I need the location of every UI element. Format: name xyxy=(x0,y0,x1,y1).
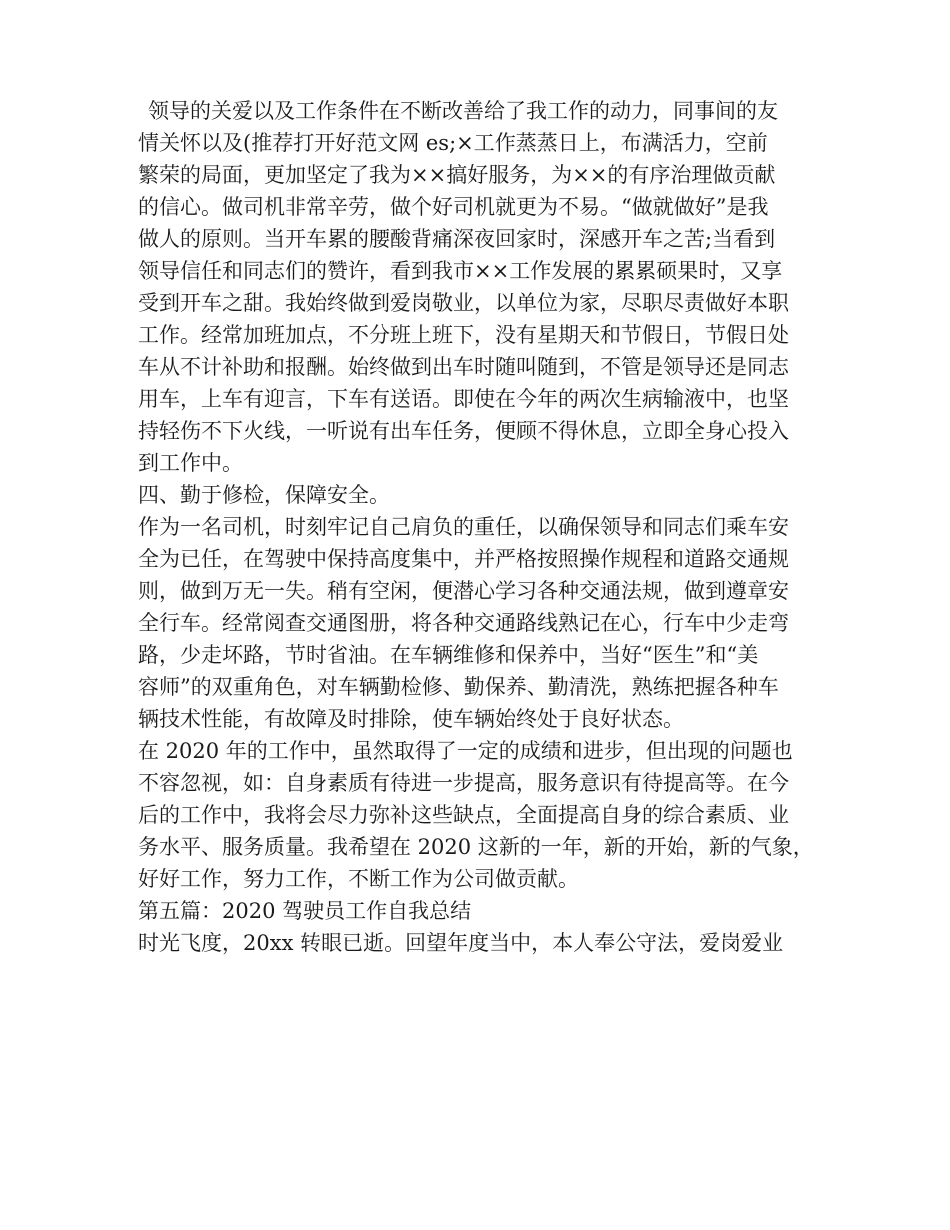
section-heading: 第五篇：2020 驾驶员工作自我总结 xyxy=(138,899,472,923)
text-line: 受到开车之甜。我始终做到爱岗敬业，以单位为家，尽职尽责做好本职 xyxy=(138,291,789,315)
text-line: 后的工作中，我将会尽力弥补这些缺点，全面提高自身的综合素质、业 xyxy=(138,803,789,827)
text-line: 做人的原则。当开车累的腰酸背痛深夜回家时，深感开车之苦;当看到 xyxy=(138,227,776,251)
text-line: 辆技术性能，有故障及时排除，使车辆始终处于良好状态。 xyxy=(138,707,684,731)
text-line: 到工作中。 xyxy=(138,451,243,475)
text-line: 用车，上车有迎言，下车有送语。即使在今年的两次生病输液中，也坚 xyxy=(138,387,789,411)
text-line: 务水平、服务质量。我希望在 2020 这新的一年，新的开始，新的气象， xyxy=(138,835,814,859)
text-line: 路，少走坏路，节时省油。在车辆维修和保养中，当好“医生”和“美 xyxy=(138,643,759,667)
text-line: 好好工作，努力工作，不断工作为公司做贡献。 xyxy=(138,867,579,891)
text-line: 不容忽视，如：自身素质有待进一步提高，服务意识有待提高等。在今 xyxy=(138,771,789,795)
document-body xyxy=(138,95,818,959)
text-line: 繁荣的局面，更加坚定了我为××搞好服务，为××的有序治理做贡献 xyxy=(138,163,776,187)
text-line: 领导信任和同志们的赞许，看到我市××工作发展的累累硕果时，又享 xyxy=(138,259,783,283)
text-line: 全行车。经常阅查交通图册，将各种交通路线熟记在心，行车中少走弯 xyxy=(138,611,789,635)
text-line: 领导的关爱以及工作条件在不断改善给了我工作的动力，同事间的友 xyxy=(148,99,778,123)
text-line: 车从不计补助和报酬。始终做到出车时随叫随到，不管是领导还是同志 xyxy=(138,355,789,379)
text-line: 在 2020 年的工作中，虽然取得了一定的成绩和进步，但出现的问题也 xyxy=(138,739,793,763)
text-line: 情关怀以及(推荐打开好范文网 es;×工作蒸蒸日上，布满活力，空前 xyxy=(138,131,768,155)
text-line: 的信心。做司机非常辛劳，做个好司机就更为不易。“做就做好”是我 xyxy=(138,195,769,219)
text-line: 作为一名司机，时刻牢记自己肩负的重任，以确保领导和同志们乘车安 xyxy=(138,515,789,539)
text-line: 容师”的双重角色，对车辆勤检修、勤保养、勤清洗，熟练把握各种车 xyxy=(138,675,779,699)
text-line: 时光飞度，20xx 转眼已逝。回望年度当中，本人奉公守法，爱岗爱业 xyxy=(138,931,784,955)
text-line: 持轻伤不下火线，一听说有出车任务，便顾不得休息，立即全身心投入 xyxy=(138,419,789,443)
section-heading: 四、勤于修检，保障安全。 xyxy=(138,483,390,507)
text-line: 全为已任，在驾驶中保持高度集中，并严格按照操作规程和道路交通规 xyxy=(138,547,789,571)
text-line: 工作。经常加班加点，不分班上班下，没有星期天和节假日，节假日处 xyxy=(138,323,789,347)
text-line: 则，做到万无一失。稍有空闲，便潜心学习各种交通法规，做到遵章安 xyxy=(138,579,789,603)
